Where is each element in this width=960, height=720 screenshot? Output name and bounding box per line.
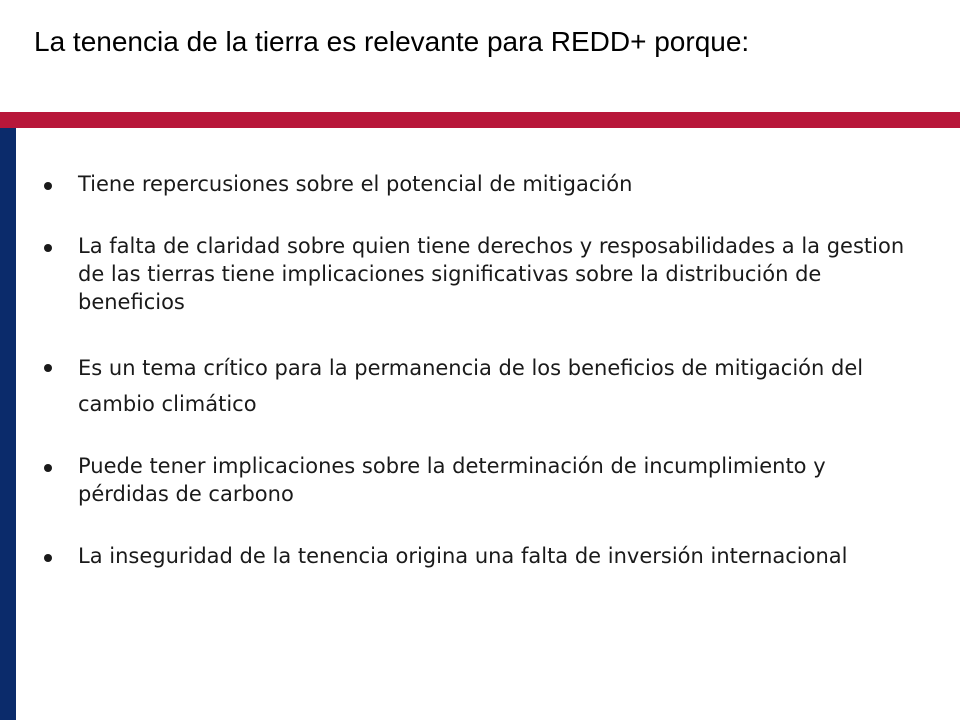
slide-title: La tenencia de la tierra es relevante para REDD+ porque: [34, 26, 750, 57]
bullet-icon [44, 364, 52, 372]
side-accent-bar [0, 128, 16, 720]
bullet-item [38, 350, 918, 422]
bullet-item [38, 542, 918, 570]
bullet-icon [44, 464, 52, 472]
bullet-text: Puede tener implicaciones sobre la determinación de incumplimiento y pérdidas de carbono [78, 454, 826, 506]
bullet-item [38, 170, 918, 198]
bullet-list [38, 170, 918, 604]
bullet-icon [44, 244, 52, 252]
bullet-icon [44, 554, 52, 562]
bullet-item [38, 232, 918, 316]
bullet-text: La inseguridad de la tenencia origina una falta de inversión internacional [78, 544, 848, 568]
bullet-item [38, 452, 918, 508]
bullet-icon [44, 182, 52, 190]
bullet-text: Tiene repercusiones sobre el potencial de mitigación [78, 172, 633, 196]
bullet-text: Es un tema crítico para la permanencia de los beneficios de mitigación del cambio climático [78, 356, 864, 416]
header-accent-bar [0, 112, 960, 128]
bullet-text: La falta de claridad sobre quien tiene derechos y resposabilidades a la gestion de las tierras tiene implicaciones significativas sobre la distribución de beneficios [78, 234, 905, 314]
